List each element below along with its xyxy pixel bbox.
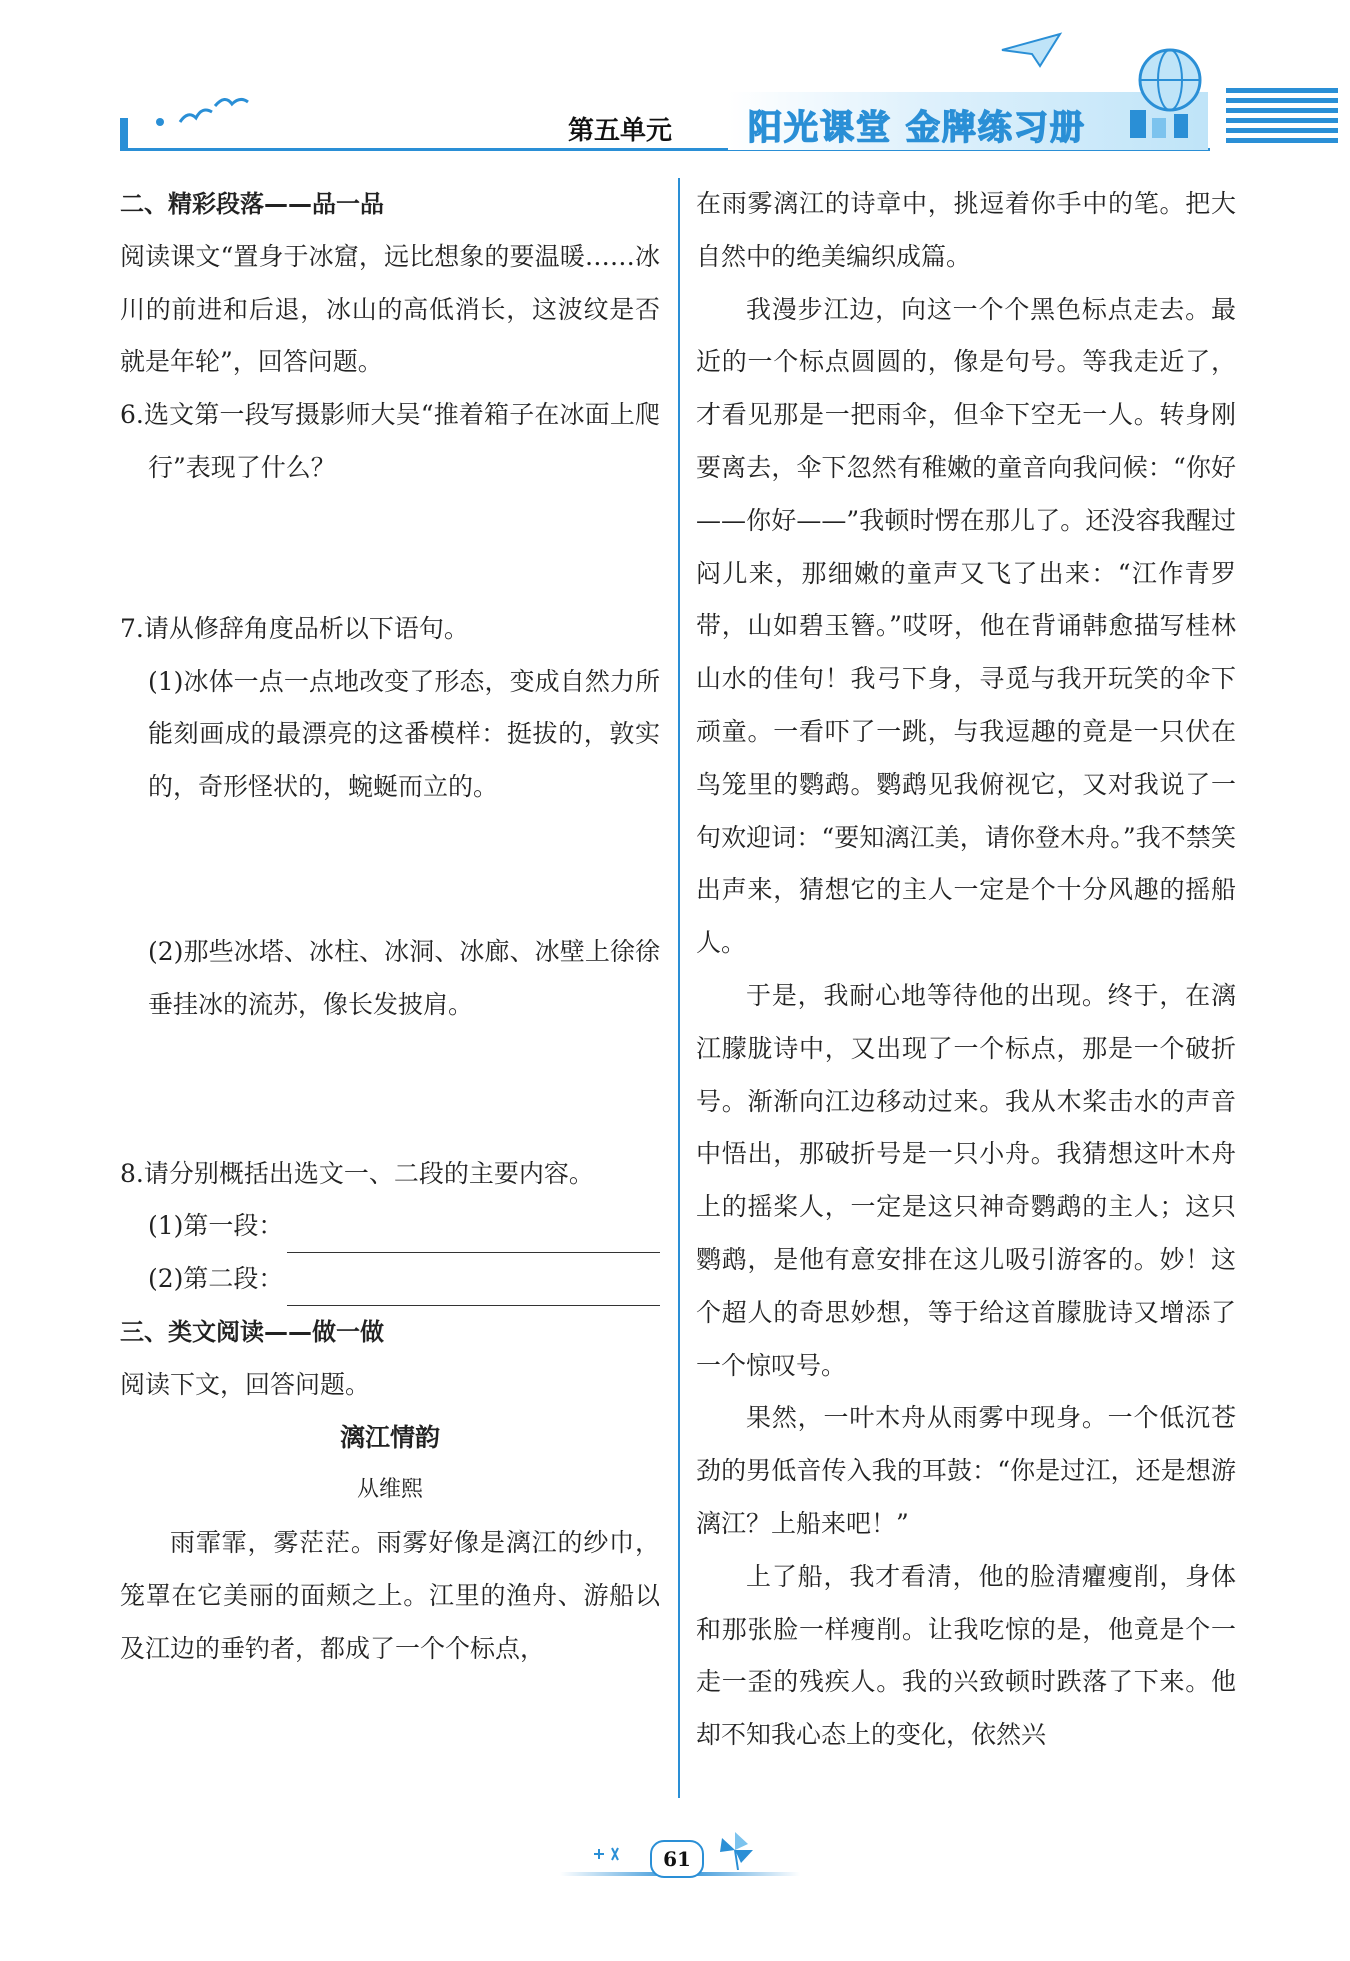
answer-8-2 <box>120 1253 660 1306</box>
star-icon <box>590 1842 630 1866</box>
left-column <box>120 178 660 1676</box>
essay-paragraph-4: 果然，一叶木舟从雨雾中现身。一个低沉苍劲的男低音传入我的耳鼓：“你是过江，还是想游漓江？上船来吧！” <box>696 1403 1236 1538</box>
answer-8-1-label: (1)第一段： <box>148 1211 284 1241</box>
header-bar <box>120 118 128 150</box>
column-divider <box>678 178 680 1798</box>
right-column <box>696 178 1236 1762</box>
birds-icon <box>140 92 260 132</box>
question-8: 8.请分别概括出选文一、二段的主要内容。 <box>120 1158 594 1188</box>
answer-8-1-line[interactable] <box>287 1216 660 1253</box>
answer-8-2-line[interactable] <box>287 1269 660 1306</box>
globe-icon <box>1120 40 1210 140</box>
header-stripes <box>1226 88 1338 154</box>
essay-continued-1: 在雨雾漓江的诗章中，挑逗着你手中的笔。把大自然中的绝美编织成篇。 <box>696 189 1236 271</box>
essay-paragraph-2: 我漫步江边，向这一个个黑色标点走去。最近的一个标点圆圆的，像是句号。等我走近了，才看见那是一把雨伞，但伞下空无一人。转身刚要离去，伞下忽然有稚嫩的童音向我问候：“你好——你好——”我顿时愣在那儿了。还没容我醒过闷儿来，那细嫩的童声又飞了出来：“江作青罗带，山如碧玉簪。”哎呀，他在背诵韩愈描写桂林山水的佳句！我弓下身，寻觅与我开玩笑的伞下顽童。一看吓了一跳，与我逗趣的竟是一只伏在鸟笼里的鹦鹉。鹦鹉见我俯视它，又对我说了一句欢迎词：“要知漓江美，请你登木舟。”我不禁笑出声来，猜想它的主人一定是个十分风趣的摇船人。 <box>696 294 1236 958</box>
answer-space-7-1 <box>120 814 660 926</box>
section-3-heading: 三、类文阅读——做一做 <box>120 1317 384 1346</box>
answer-8-1 <box>120 1200 660 1253</box>
section-3-intro: 阅读下文，回答问题。 <box>120 1369 371 1399</box>
pinwheel-icon <box>710 1830 760 1870</box>
essay-paragraph-3: 于是，我耐心地等待他的出现。终于，在漓江朦胧诗中，又出现了一个标点，那是一个破折号。渐渐向江边移动过来。我从木桨击水的声音中悟出，那破折号是一只小舟。我猜想这叶木舟上的摇桨人，一定是这只神奇鹦鹉的主人；这只鹦鹉，是他有意安排在这儿吸引游客的。妙！这个超人的奇思妙想，等于给这首朦胧诗又增添了一个惊叹号。 <box>696 980 1236 1380</box>
brand-title: 阳光课堂 金牌练习册 <box>748 108 1086 148</box>
question-7-1: (1)冰体一点一点地改变了形态，变成自然力所能刻画成的最漂亮的这番模样：挺拔的，敦实的，奇形怪状的，蜿蜒而立的。 <box>148 666 660 802</box>
section-2-intro: 阅读课文“置身于冰窟，远比想象的要温暖……冰川的前进和后退，冰山的高低消长，这波纹是否就是年轮”，回答问题。 <box>120 241 660 377</box>
essay-title: 漓江情韵 <box>339 1422 440 1452</box>
answer-space-7-2 <box>120 1032 660 1148</box>
essay-author: 从维熙 <box>356 1477 423 1503</box>
answer-space-6 <box>120 495 660 603</box>
unit-title: 第五单元 <box>568 116 673 146</box>
page-header <box>0 0 1350 160</box>
essay-paragraph-5: 上了船，我才看清，他的脸清癯瘦削，身体和那张脸一样瘦削。让我吃惊的是，他竟是个一走一歪的残疾人。我的兴致顿时跌落了下来。他却不知我心态上的变化，依然兴 <box>696 1561 1236 1750</box>
essay-paragraph-1: 雨霏霏，雾茫茫。雨雾好像是漓江的纱巾，笼罩在它美丽的面颊之上。江里的渔舟、游船以及江边的垂钓者，都成了一个个标点， <box>120 1528 660 1663</box>
question-7-2: (2)那些冰塔、冰柱、冰洞、冰廊、冰壁上徐徐垂挂冰的流苏，像长发披肩。 <box>148 936 660 1019</box>
question-6: 6.选文第一段写摄影师大吴“推着箱子在冰面上爬行”表现了什么？ <box>120 400 660 482</box>
question-7: 7.请从修辞角度品析以下语句。 <box>120 613 469 643</box>
answer-8-2-label: (2)第二段： <box>148 1264 284 1294</box>
page-number: 61 <box>650 1840 704 1878</box>
section-2-heading: 二、精彩段落——品一品 <box>120 190 384 218</box>
paper-plane-icon <box>1000 30 1070 70</box>
